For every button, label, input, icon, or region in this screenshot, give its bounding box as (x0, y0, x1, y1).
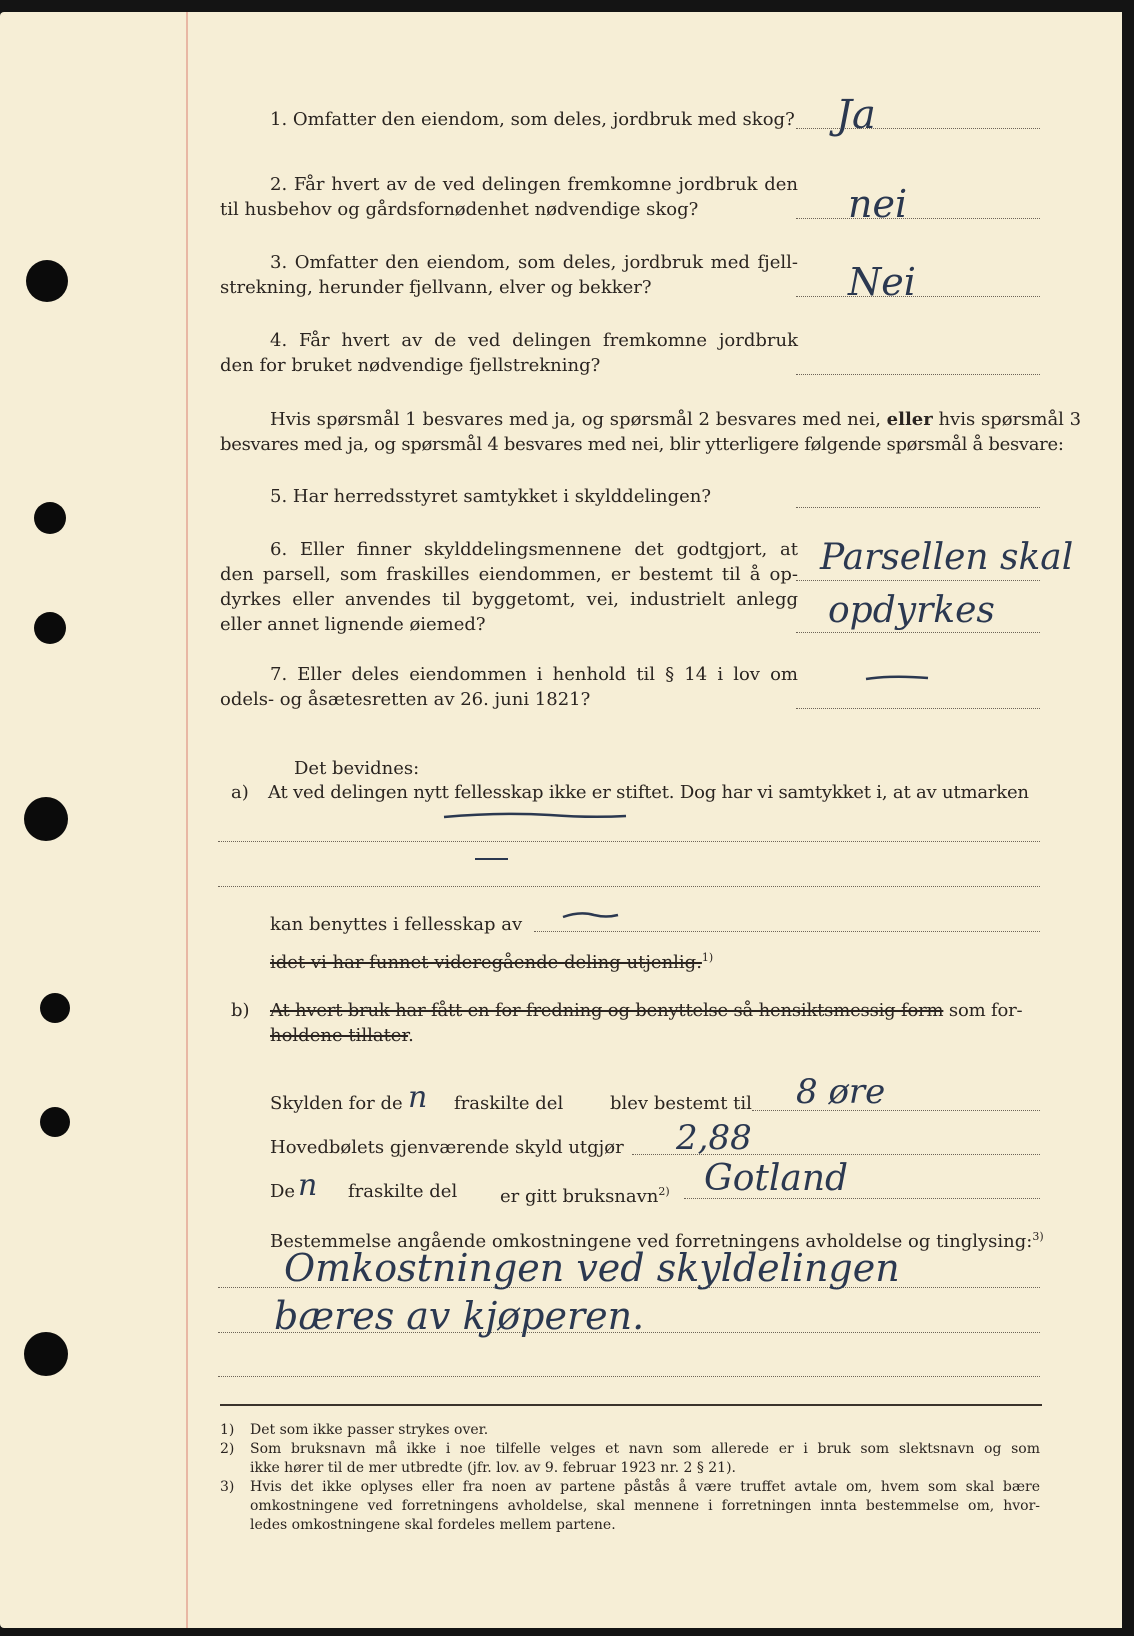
shared-use-label: kan benyttes i fellesskap av (270, 914, 523, 935)
item-b-label: b) (231, 1000, 250, 1021)
navn-mid: fraskilte del (348, 1181, 458, 1202)
skyld-value: 8 øre (796, 1072, 886, 1112)
question-4-line-1: 4. Får hvert av de ved delingen fremkomne jordbruk (270, 330, 798, 351)
question-6-line-4: eller annet lignende øiemed? (220, 614, 486, 635)
question-6-line-3: dyrkes eller anvendes til byggetomt, vei, industrielt anlegg (220, 589, 798, 610)
omk-value-line-2: bæres av kjøperen. (274, 1294, 645, 1338)
question-2-line-2: til husbehov og gårdsfornødenhet nødvendige skog? (220, 199, 699, 220)
answer-line-2 (796, 218, 1040, 219)
item-b-tail: som for- (943, 1000, 1023, 1021)
footnote-rule (220, 1404, 1042, 1406)
conditional-bold: eller (886, 409, 933, 430)
punch-hole (24, 1332, 68, 1376)
margin-line (186, 12, 188, 1628)
struck-text: idet vi har funnet videregående deling utjenlig. (270, 952, 702, 973)
shared-use-line (534, 931, 1040, 932)
footnote-1-num: 1) (220, 1422, 235, 1438)
footnote-ref: 3) (1032, 1230, 1044, 1243)
question-2-line-1: 2. Får hvert av de ved delingen fremkomne jordbruk den (270, 174, 798, 195)
struck-text: At hvert bruk har fått en for fredning og benyttelse så hensiktsmessig form (270, 1000, 944, 1021)
punch-hole (24, 797, 68, 841)
navn-prefix: De (270, 1181, 296, 1202)
dash-mark (472, 854, 512, 864)
punch-hole (34, 612, 66, 644)
answer-line-7 (796, 708, 1040, 709)
footnote-3-line-2: omkostningene ved forretningens avholdelse, skal mennene i forretningen innta bestemmelse om, hvor- (250, 1498, 1040, 1514)
question-1: 1. Omfatter den eiendom, som deles, jordbruk med skog? (270, 109, 795, 130)
item-a-label: a) (231, 782, 249, 803)
answer-6-line-1: Parsellen skal (820, 537, 1074, 578)
blank-line (218, 886, 1040, 887)
question-7-line-1: 7. Eller deles eiendommen i henhold til § 14 i lov om (270, 664, 798, 685)
answer-1: Ja (836, 92, 876, 138)
conditional-line-1 (270, 407, 1081, 432)
conditional-text-a: Hvis spørsmål 1 besvares med ja, og spørsmål 2 besvares med nei, (270, 409, 881, 430)
dash-mark (862, 672, 932, 684)
answer-line-4 (796, 374, 1040, 375)
footnote-3-line-3: ledes omkostningene skal fordeles mellem partene. (250, 1517, 616, 1533)
answer-6-line-2: opdyrkes (828, 590, 995, 631)
footnote-ref: 1) (701, 951, 714, 964)
item-a-text: At ved delingen nytt fellesskap ikke er stiftet. Dog har vi samtykket i, at av utmarken (268, 782, 1029, 803)
navn-suffix-text: er gitt bruksnavn (500, 1186, 659, 1207)
footnote-ref: 2) (658, 1185, 670, 1198)
omk-value-line-1: Omkostningen ved skyldelingen (284, 1246, 900, 1290)
conditional-text-b: hvis spørsmål 3 (938, 409, 1082, 430)
punch-hole (26, 260, 68, 302)
answer-line-6b (796, 632, 1040, 633)
punch-hole (40, 993, 70, 1023)
dash-mark (560, 908, 622, 922)
navn-hand-n: n (298, 1168, 318, 1203)
question-3-line-2: strekning, herunder fjellvann, elver og bekker? (220, 277, 652, 298)
dash-mark (440, 808, 630, 824)
footnote-1-text: Det som ikke passer strykes over. (250, 1422, 489, 1438)
footnote-2-line-2: ikke hører til de mer utbredte (jfr. lov. av 9. februar 1923 nr. 2 § 21). (250, 1460, 737, 1476)
blank-line (218, 841, 1040, 842)
struck-clause-a (270, 945, 713, 975)
conditional-line-2: besvares med ja, og spørsmål 4 besvares med nei, blir ytterligere følgende spørsmål å besvare: (220, 434, 1064, 455)
omk-label-text: Bestemmelse angående omkostningene ved forretningens avholdelse og tinglysing: (270, 1231, 1033, 1252)
item-b-line-1 (270, 998, 1022, 1023)
question-6-line-2: den parsell, som fraskilles eiendommen, er bestemt til å op- (220, 564, 798, 585)
question-3-line-1: 3. Omfatter den eiendom, som deles, jordbruk med fjell- (270, 252, 798, 273)
hoved-label: Hovedbølets gjenværende skyld utgjør (270, 1137, 624, 1158)
certification-heading: Det bevidnes: (294, 758, 420, 779)
skyld-hand-n: n (408, 1080, 428, 1115)
question-7-line-2: odels- og åsætesretten av 26. juni 1821? (220, 689, 591, 710)
footnote-2-num: 2) (220, 1441, 235, 1457)
answer-2: nei (848, 182, 908, 226)
skyld-mid: fraskilte del (454, 1093, 564, 1114)
punch-hole (40, 1107, 70, 1137)
answer-line-3 (796, 296, 1040, 297)
punch-hole (34, 502, 66, 534)
question-6-line-1: 6. Eller finner skylddelingsmennene det godtgjort, at (270, 539, 798, 560)
item-b-tail: . (408, 1025, 414, 1046)
answer-line-6a (796, 580, 1040, 581)
footnote-3-num: 3) (220, 1479, 235, 1495)
form-page (0, 12, 1122, 1628)
omk-line-3 (218, 1376, 1040, 1377)
footnote-2-line-1: Som bruksnavn må ikke i noe tilfelle velges et navn som allerede er i bruk som slektsnavn og som (250, 1441, 1040, 1457)
struck-text: holdene tillater (270, 1025, 409, 1046)
answer-3: Nei (848, 260, 916, 304)
skyld-suffix: blev bestemt til (610, 1093, 752, 1114)
question-5: 5. Har herredsstyret samtykket i skylddelingen? (270, 486, 711, 507)
answer-line-5 (796, 507, 1040, 508)
navn-suffix (500, 1179, 670, 1209)
navn-value: Gotland (704, 1158, 849, 1199)
question-4-line-2: den for bruket nødvendige fjellstrekning? (220, 355, 601, 376)
hoved-value: 2,88 (676, 1118, 752, 1158)
skyld-prefix: Skylden for de (270, 1093, 403, 1114)
item-b-line-2 (270, 1023, 414, 1048)
footnote-3-line-1: Hvis det ikke oplyses eller fra noen av partene påstås å være truffet avtale om, hvem som skal bære (250, 1479, 1040, 1495)
answer-line-1 (796, 128, 1040, 129)
